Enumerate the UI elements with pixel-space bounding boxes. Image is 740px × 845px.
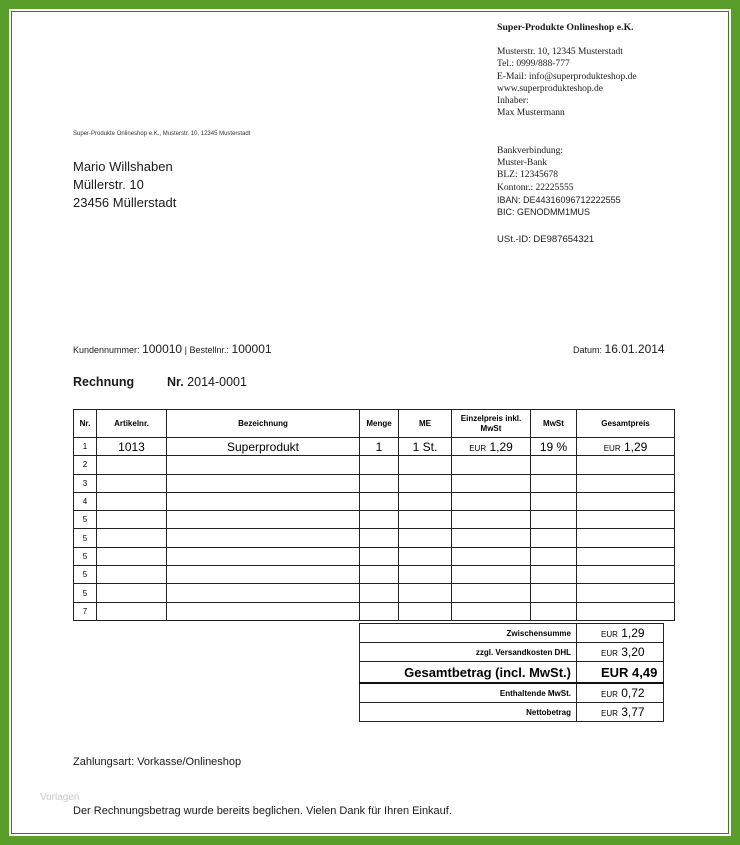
row-description bbox=[167, 456, 360, 474]
row-nr: 1 bbox=[74, 438, 97, 456]
total-label: Gesamtbetrag (incl. MwSt.) bbox=[360, 662, 577, 684]
row-nr: 5 bbox=[74, 529, 97, 547]
total-value bbox=[577, 643, 664, 662]
header-description: Bezeichnung bbox=[167, 410, 360, 438]
row-article bbox=[97, 547, 167, 565]
row-article bbox=[97, 566, 167, 584]
row-unit-price bbox=[452, 492, 531, 510]
total-label: Nettobetrag bbox=[360, 703, 577, 722]
table-row bbox=[74, 547, 675, 565]
row-total bbox=[577, 547, 675, 565]
row-nr: 7 bbox=[74, 602, 97, 620]
items-table bbox=[73, 409, 675, 621]
row-description bbox=[167, 492, 360, 510]
order-meta bbox=[73, 342, 272, 356]
row-vat: 19 % bbox=[531, 438, 577, 456]
row-total bbox=[577, 474, 675, 492]
row-unit-price bbox=[452, 511, 531, 529]
order-number: 100001 bbox=[231, 342, 272, 356]
recipient-address bbox=[73, 158, 176, 212]
watermark: Vorlagen bbox=[40, 792, 80, 803]
sender-web: www.superprodukteshop.de bbox=[497, 83, 603, 94]
header-article: Artikelnr. bbox=[97, 410, 167, 438]
invoice-number-label: Nr. bbox=[167, 375, 184, 389]
currency-label: EUR bbox=[469, 443, 487, 453]
table-row bbox=[74, 602, 675, 620]
row-article bbox=[97, 474, 167, 492]
table-header-row bbox=[74, 410, 675, 438]
row-unit bbox=[399, 511, 452, 529]
row-quantity bbox=[360, 492, 399, 510]
row-quantity bbox=[360, 566, 399, 584]
row-article bbox=[97, 602, 167, 620]
row-quantity bbox=[360, 547, 399, 565]
invoice-number bbox=[167, 375, 247, 389]
row-vat bbox=[531, 492, 577, 510]
row-total bbox=[577, 566, 675, 584]
recipient-city: 23456 Müllerstadt bbox=[73, 195, 177, 210]
row-article bbox=[97, 584, 167, 602]
date-value: 16.01.2014 bbox=[604, 342, 665, 356]
currency-label: EUR bbox=[603, 443, 621, 453]
meta-separator: | bbox=[184, 345, 187, 355]
total-row bbox=[360, 624, 664, 643]
grand-total-row bbox=[360, 662, 664, 684]
customer-number-label: Kundennummer: bbox=[73, 345, 140, 355]
customer-number: 100010 bbox=[142, 342, 183, 356]
row-nr: 5 bbox=[74, 566, 97, 584]
row-quantity bbox=[360, 511, 399, 529]
row-description bbox=[167, 529, 360, 547]
total-row bbox=[360, 703, 664, 722]
bank-block bbox=[497, 145, 621, 218]
row-unit bbox=[399, 456, 452, 474]
row-nr: 4 bbox=[74, 492, 97, 510]
sender-owner-label: Inhaber: bbox=[497, 96, 529, 107]
totals-table bbox=[359, 623, 664, 722]
row-description: Superprodukt bbox=[167, 438, 360, 456]
row-vat bbox=[531, 566, 577, 584]
invoice-number-value: 2014-0001 bbox=[187, 375, 247, 389]
table-row bbox=[74, 456, 675, 474]
row-quantity bbox=[360, 584, 399, 602]
vat-id: USt.-ID: DE987654321 bbox=[497, 234, 595, 245]
return-address: Super-Produkte Onlineshop e.K., Musterstr. 10, 12345 Musterstadt bbox=[73, 131, 251, 137]
total-row bbox=[360, 683, 664, 703]
table-row bbox=[74, 474, 675, 492]
recipient-street: Müllerstr. 10 bbox=[73, 177, 144, 192]
row-description bbox=[167, 474, 360, 492]
table-row bbox=[74, 529, 675, 547]
total-label: zzgl. Versandkosten DHL bbox=[360, 643, 577, 662]
row-total bbox=[577, 456, 675, 474]
bank-blz: BLZ: 12345678 bbox=[497, 170, 558, 181]
row-total bbox=[577, 529, 675, 547]
sender-name: Super-Produkte Onlineshop e.K. bbox=[497, 22, 634, 33]
total-value bbox=[577, 662, 664, 684]
row-vat bbox=[531, 456, 577, 474]
row-vat bbox=[531, 529, 577, 547]
amount-value: 1,29 bbox=[489, 439, 513, 454]
row-unit bbox=[399, 529, 452, 547]
row-nr: 5 bbox=[74, 584, 97, 602]
row-unit bbox=[399, 584, 452, 602]
bank-account: Kontonr.: 22225555 bbox=[497, 182, 574, 193]
header-quantity: Menge bbox=[360, 410, 399, 438]
amount-value: 1,29 bbox=[623, 439, 648, 454]
row-article bbox=[97, 529, 167, 547]
row-unit-price bbox=[452, 566, 531, 584]
amount-value: 0,72 bbox=[621, 686, 645, 700]
total-row bbox=[360, 643, 664, 662]
row-unit bbox=[399, 547, 452, 565]
row-quantity bbox=[360, 456, 399, 474]
currency-label: EUR bbox=[601, 709, 618, 718]
table-row bbox=[74, 566, 675, 584]
row-unit-price bbox=[452, 602, 531, 620]
row-quantity bbox=[360, 529, 399, 547]
row-vat bbox=[531, 602, 577, 620]
currency-label: EUR bbox=[601, 630, 618, 639]
bank-name: Muster-Bank bbox=[497, 158, 547, 169]
amount-value: EUR 4,49 bbox=[601, 664, 658, 680]
sender-email: E-Mail: info@superprodukteshop.de bbox=[497, 71, 637, 82]
row-total bbox=[577, 438, 675, 456]
header-total: Gesamtpreis bbox=[577, 410, 675, 438]
total-value bbox=[577, 624, 664, 643]
bank-bic: BIC: GENODMM1MUS bbox=[497, 207, 591, 218]
sender-block bbox=[497, 22, 637, 119]
row-vat bbox=[531, 511, 577, 529]
thank-you-note: Der Rechnungsbetrag wurde bereits beglichen. Vielen Dank für Ihren Einkauf. bbox=[73, 805, 452, 817]
row-unit bbox=[399, 602, 452, 620]
invoice-date bbox=[573, 342, 665, 356]
row-vat bbox=[531, 474, 577, 492]
order-number-label: Bestellnr.: bbox=[189, 345, 230, 355]
total-label: Zwischensumme bbox=[360, 624, 577, 643]
bank-iban: IBAN: DE44316096712222555 bbox=[497, 194, 621, 205]
header-vat: MwSt bbox=[531, 410, 577, 438]
table-row bbox=[74, 584, 675, 602]
row-unit bbox=[399, 474, 452, 492]
row-description bbox=[167, 566, 360, 584]
row-description bbox=[167, 584, 360, 602]
row-total bbox=[577, 584, 675, 602]
row-unit-price bbox=[452, 438, 531, 456]
table-row bbox=[74, 438, 675, 456]
row-article bbox=[97, 511, 167, 529]
row-quantity bbox=[360, 474, 399, 492]
row-description bbox=[167, 602, 360, 620]
row-unit-price bbox=[452, 529, 531, 547]
row-unit: 1 St. bbox=[399, 438, 452, 456]
row-unit bbox=[399, 492, 452, 510]
row-article: 1013 bbox=[97, 438, 167, 456]
row-total bbox=[577, 492, 675, 510]
amount-value: 1,29 bbox=[621, 626, 645, 640]
payment-method: Zahlungsart: Vorkasse/Onlineshop bbox=[73, 756, 242, 768]
row-vat bbox=[531, 547, 577, 565]
row-nr: 5 bbox=[74, 547, 97, 565]
row-unit bbox=[399, 566, 452, 584]
row-quantity bbox=[360, 602, 399, 620]
table-row bbox=[74, 492, 675, 510]
total-value bbox=[577, 683, 664, 703]
currency-label: EUR bbox=[601, 690, 618, 699]
table-row bbox=[74, 511, 675, 529]
row-unit-price bbox=[452, 474, 531, 492]
row-total bbox=[577, 602, 675, 620]
row-unit-price bbox=[452, 547, 531, 565]
date-label: Datum: bbox=[573, 345, 603, 355]
total-value bbox=[577, 703, 664, 722]
row-unit-price bbox=[452, 584, 531, 602]
row-total bbox=[577, 511, 675, 529]
row-quantity: 1 bbox=[360, 438, 399, 456]
row-article bbox=[97, 456, 167, 474]
row-unit-price bbox=[452, 456, 531, 474]
total-label: Enthaltende MwSt. bbox=[360, 683, 577, 703]
invoice-title: Rechnung bbox=[73, 375, 135, 389]
header-nr: Nr. bbox=[74, 410, 97, 438]
bank-label: Bankverbindung: bbox=[497, 146, 563, 156]
header-unit: ME bbox=[399, 410, 452, 438]
row-nr: 3 bbox=[74, 474, 97, 492]
sender-phone: Tel.: 0999/888-777 bbox=[497, 59, 570, 70]
row-vat bbox=[531, 584, 577, 602]
amount-value: 3,20 bbox=[621, 645, 645, 659]
row-description bbox=[167, 511, 360, 529]
row-nr: 5 bbox=[74, 511, 97, 529]
currency-label: EUR bbox=[601, 649, 618, 658]
sender-street: Musterstr. 10, 12345 Musterstadt bbox=[497, 47, 623, 58]
row-article bbox=[97, 492, 167, 510]
header-unit-price: Einzelpreis inkl. MwSt bbox=[452, 410, 531, 438]
amount-value: 3,77 bbox=[621, 705, 645, 719]
row-nr: 2 bbox=[74, 456, 97, 474]
sender-owner: Max Mustermann bbox=[497, 108, 565, 119]
recipient-name: Mario Willshaben bbox=[73, 159, 173, 174]
row-description bbox=[167, 547, 360, 565]
